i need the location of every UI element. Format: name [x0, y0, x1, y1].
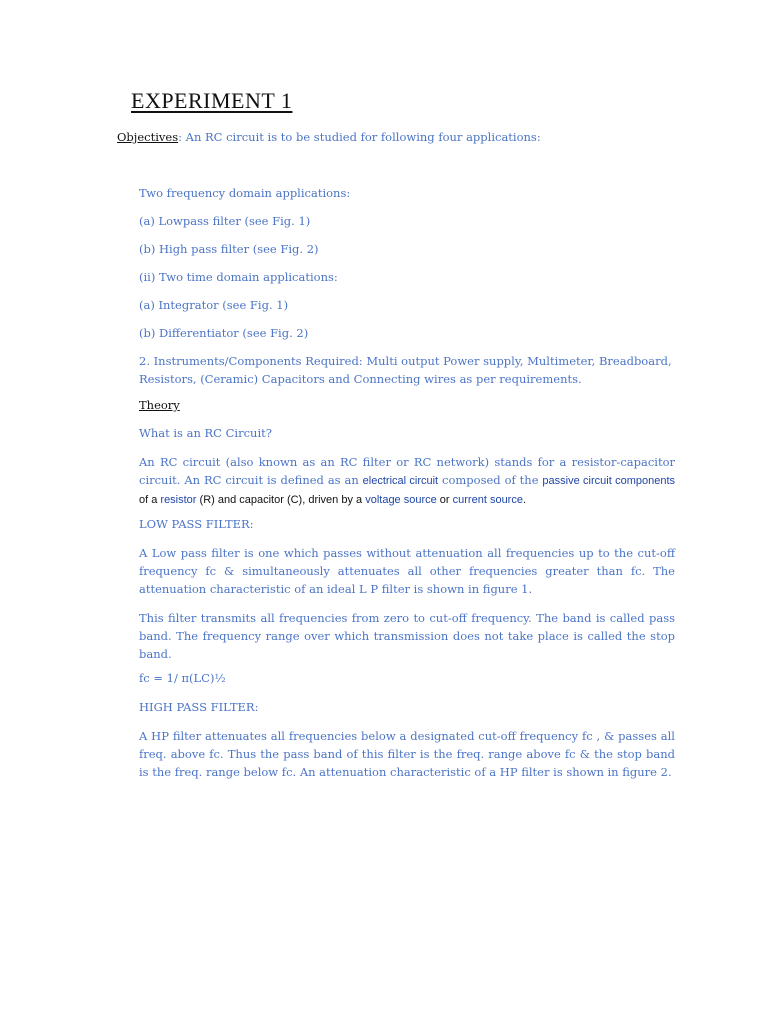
rc-text-4: (R) and capacitor (C), driven by a — [196, 494, 366, 506]
rc-text-6: . — [522, 494, 527, 506]
low-pass-paragraph-1: A Low pass filter is one which passes without attenuation all frequencies up to the cut-off frequency fc & simultaneously attenuates all other frequencies greater than fc. The attenuation characteristic of an ideal L P filter is shown in figure 1. — [139, 546, 675, 596]
high-pass-heading: HIGH PASS FILTER: — [139, 700, 259, 714]
rc-text-2: composed of the — [438, 473, 543, 487]
application-item: (b) High pass filter (see Fig. 2) — [139, 242, 319, 256]
resistor-link[interactable]: resistor — [160, 494, 197, 506]
theory-heading: Theory — [139, 398, 180, 412]
rc-text-3: of a — [139, 494, 161, 506]
cutoff-formula: fc = 1/ π(LC)½ — [139, 671, 226, 685]
applications-intro: Two frequency domain applications: — [139, 186, 351, 200]
low-pass-paragraph-2: This filter transmits all frequencies from zero to cut-off frequency. The band is called pass band. The frequency range over which transmission does not take place is called the stop band. — [139, 611, 675, 661]
objectives-text: : An RC circuit is to be studied for following four applications: — [178, 130, 541, 144]
application-item: (ii) Two time domain applications: — [139, 270, 338, 284]
application-item: (a) Lowpass filter (see Fig. 1) — [139, 214, 311, 228]
rc-question: What is an RC Circuit? — [139, 426, 272, 440]
page-title: EXPERIMENT 1 — [131, 88, 293, 113]
objectives-label: Objectives — [117, 130, 179, 144]
low-pass-heading: LOW PASS FILTER: — [139, 517, 254, 531]
rc-text-1: An RC circuit (also known as an RC filter or RC network) stands for a resistor-capacitor circuit. An RC circuit is defined as an — [139, 455, 675, 487]
current-source-link[interactable]: current source — [452, 494, 523, 506]
electrical-circuit-link[interactable]: electrical circuit — [362, 475, 439, 487]
voltage-source-link[interactable]: voltage source — [365, 494, 437, 506]
rc-text-5: or — [436, 494, 453, 506]
instruments-paragraph: 2. Instruments/Components Required: Multi output Power supply, Multimeter, Breadboard, Resistors, (Ceramic) Capacitors and Connecting wires as per requirements. — [139, 354, 672, 386]
application-item: (b) Differentiator (see Fig. 2) — [139, 326, 309, 340]
objectives-line — [117, 130, 541, 144]
rc-definition-paragraph — [139, 453, 675, 509]
application-item: (a) Integrator (see Fig. 1) — [139, 298, 289, 312]
passive-components-link[interactable]: passive circuit components — [542, 475, 675, 487]
high-pass-paragraph: A HP filter attenuates all frequencies below a designated cut-off frequency fc , & passes all freq. above fc. Thus the pass band of this filter is the freq. range above fc & the stop band is the freq. range below fc. An attenuation characteristic of a HP filter is shown in figure 2. — [139, 729, 675, 779]
